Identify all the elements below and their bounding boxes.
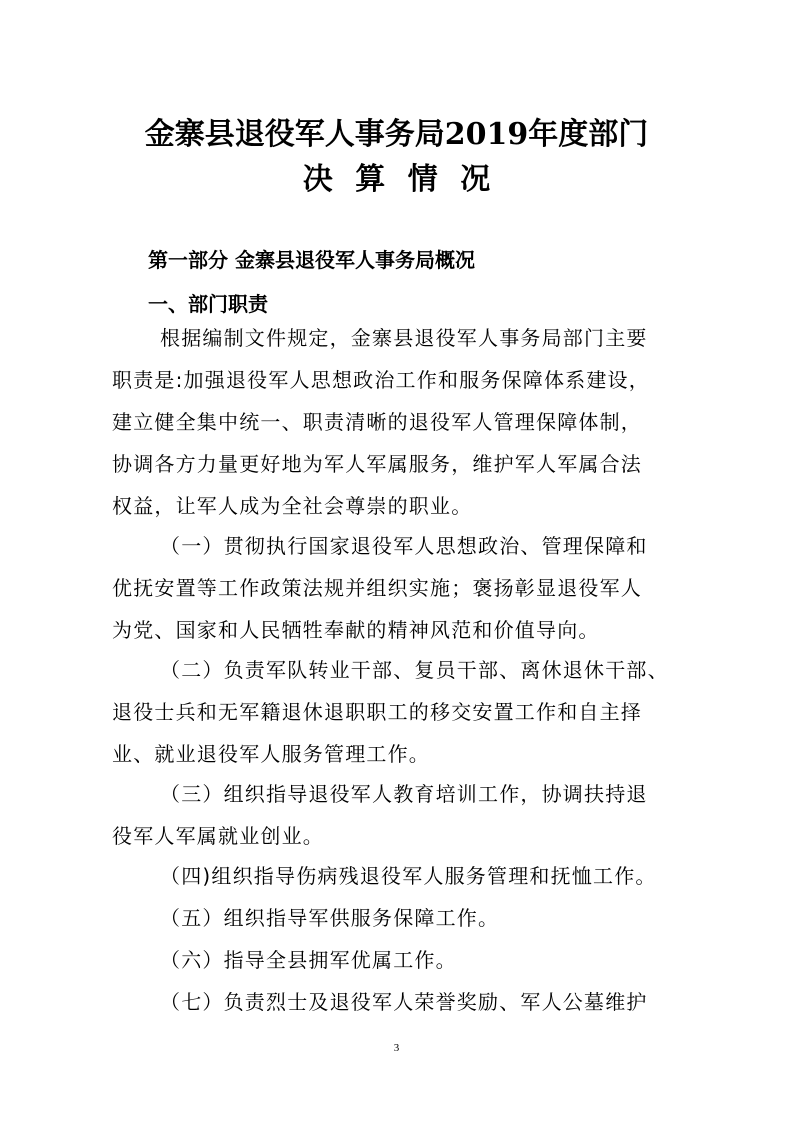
- document-title-line-2: 决算情况: [302, 162, 513, 197]
- paragraph-line: 役军人军属就业创业。: [112, 824, 324, 848]
- paragraph-line: （三）组织指导退役军人教育培训工作，协调扶持退: [160, 782, 648, 806]
- paragraph-line: （七）负责烈士及退役军人荣誉奖励、军人公墓维护: [160, 990, 648, 1014]
- paragraph-line: 建立健全集中统一、职责清晰的退役军人管理保障体制，: [112, 410, 642, 434]
- paragraph-line: 权益，让军人成为全社会尊崇的职业。: [112, 494, 473, 518]
- document-title-line-1: 金寨县退役军人事务局2019年度部门: [144, 117, 649, 152]
- paragraph-line: （四)组织指导伤病残退役军人服务管理和抚恤工作。: [160, 864, 657, 888]
- paragraph-line: 优抚安置等工作政策法规并组织实施；褒扬彰显退役军人: [112, 576, 642, 600]
- paragraph-line: 退役士兵和无军籍退休退职职工的移交安置工作和自主择: [112, 700, 642, 724]
- paragraph-line: 职责是:加强退役军人思想政治工作和服务保障体系建设，: [112, 368, 650, 392]
- paragraph-line: 协调各方力量更好地为军人军属服务，维护军人军属合法: [112, 452, 642, 476]
- paragraph-line: （六）指导全县拥军优属工作。: [160, 948, 457, 972]
- paragraph-line: 根据编制文件规定，金寨县退役军人事务局部门主要: [160, 326, 648, 350]
- page-number: 3: [393, 1042, 400, 1054]
- part-heading: 第一部分 金寨县退役军人事务局概况: [148, 248, 475, 272]
- section-heading: 一、部门职责: [148, 292, 268, 316]
- paragraph-line: 业、就业退役军人服务管理工作。: [112, 742, 430, 766]
- paragraph-line: （五）组织指导军供服务保障工作。: [160, 906, 500, 930]
- paragraph-line: 为党、国家和人民牺牲奉献的精神风范和价值导向。: [112, 618, 600, 642]
- paragraph-line: （一）贯彻执行国家退役军人思想政治、管理保障和: [160, 534, 648, 558]
- paragraph-line: （二）负责军队转业干部、复员干部、离休退休干部、: [160, 658, 669, 682]
